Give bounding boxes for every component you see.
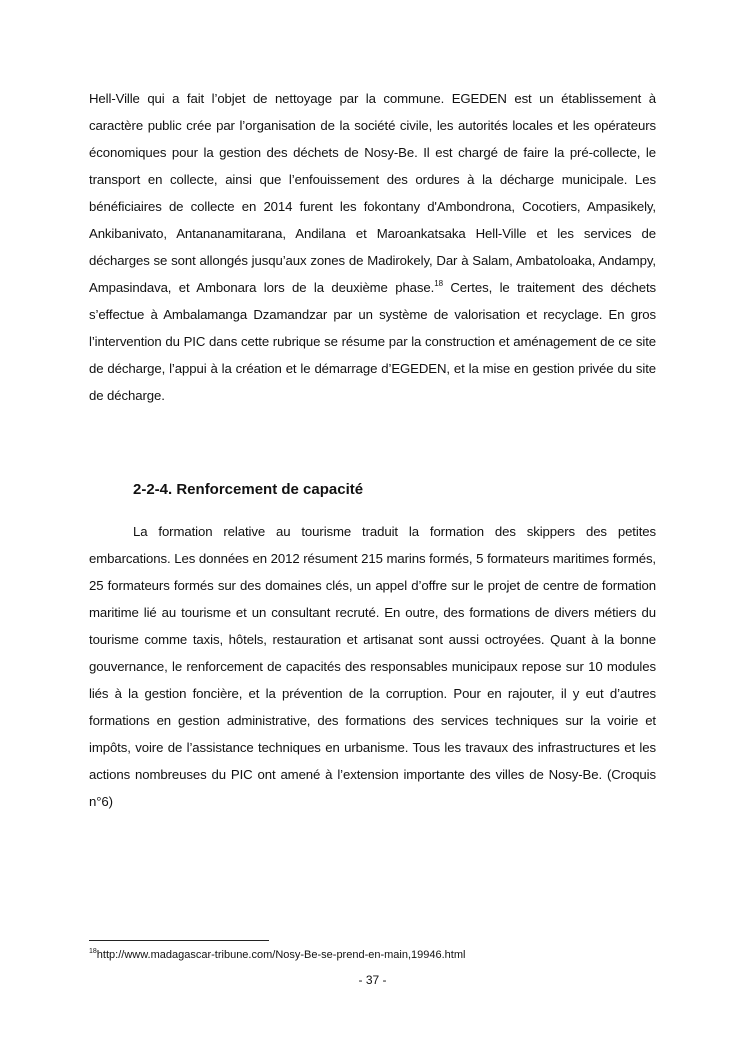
page-number: - 37 - bbox=[358, 973, 387, 987]
section-heading: 2-2-4. Renforcement de capacité bbox=[133, 481, 364, 498]
body-paragraph-waste-management bbox=[89, 85, 656, 409]
footnote bbox=[89, 947, 465, 963]
paragraph-text-continued: Certes, le traitement des déchets s’effectue à Ambalamanga Dzamandzar par un système de valorisation et recyclage. En gros l’intervention du PIC dans cette rubrique se résume par la construction et aménagement de ce site de décharge, l’appui à la création et le démarrage d’EGEDEN, et la mise en gestion privée du site de décharge. bbox=[89, 280, 657, 403]
paragraph-text: Hell-Ville qui a fait l’objet de nettoyage par la commune. EGEDEN est un établissement à caractère public crée par l’organisation de la société civile, les autorités locales et les opérateurs économiques pour la gestion des déchets de Nosy-Be. Il est chargé de faire la pré-collecte, le transport en collecte, ainsi que l’enfouissement des ordures à la décharge municipale. Les bénéficiaires de collecte en 2014 furent les fokontany d'Ambondrona, Cocotiers, Ampasikely, Ankibanivato, Antananamitarana, Andilana et Maroankatsaka Hell-Ville et les services de décharges se sont allongés jusqu’aux zones de Madirokely, Dar à Salam, Ambatoloaka, Andampy, Ampasindava, et Ambonara lors de la deuxième phase. bbox=[89, 91, 656, 295]
footnote-divider bbox=[89, 940, 269, 941]
footnote-reference[interactable]: 18 bbox=[434, 279, 443, 288]
footnote-url[interactable]: http://www.madagascar-tribune.com/Nosy-Be-se-prend-en-main,19946.html bbox=[96, 949, 466, 961]
body-paragraph-capacity-building: La formation relative au tourisme traduit la formation des skippers des petites embarcations. Les données en 2012 résument 215 marins formés, 5 formateurs maritimes formés, 25 formateurs formés sur des domaines clés, un appel d’offre sur le projet de centre de formation maritime lié au tourisme et un consultant recruté. En outre, des formations de divers métiers du tourisme comme taxis, hôtels, restauration et artisanat sont aussi octroyées. Quant à la bonne gouvernance, le renforcement de capacités des responsables municipaux repose sur 10 modules liés à la gestion foncière, et la prévention de la corruption. Pour en rajouter, il y eut d’autres formations en gestion administrative, des formations des services techniques sur la voirie et impôts, voire de l’assistance techniques en urbanisme. Tous les travaux des infrastructures et les actions nombreuses du PIC ont amené à l’extension importante des villes de Nosy-Be. (Croquis n°6) bbox=[89, 524, 656, 809]
footnote-number: 18 bbox=[89, 948, 97, 955]
